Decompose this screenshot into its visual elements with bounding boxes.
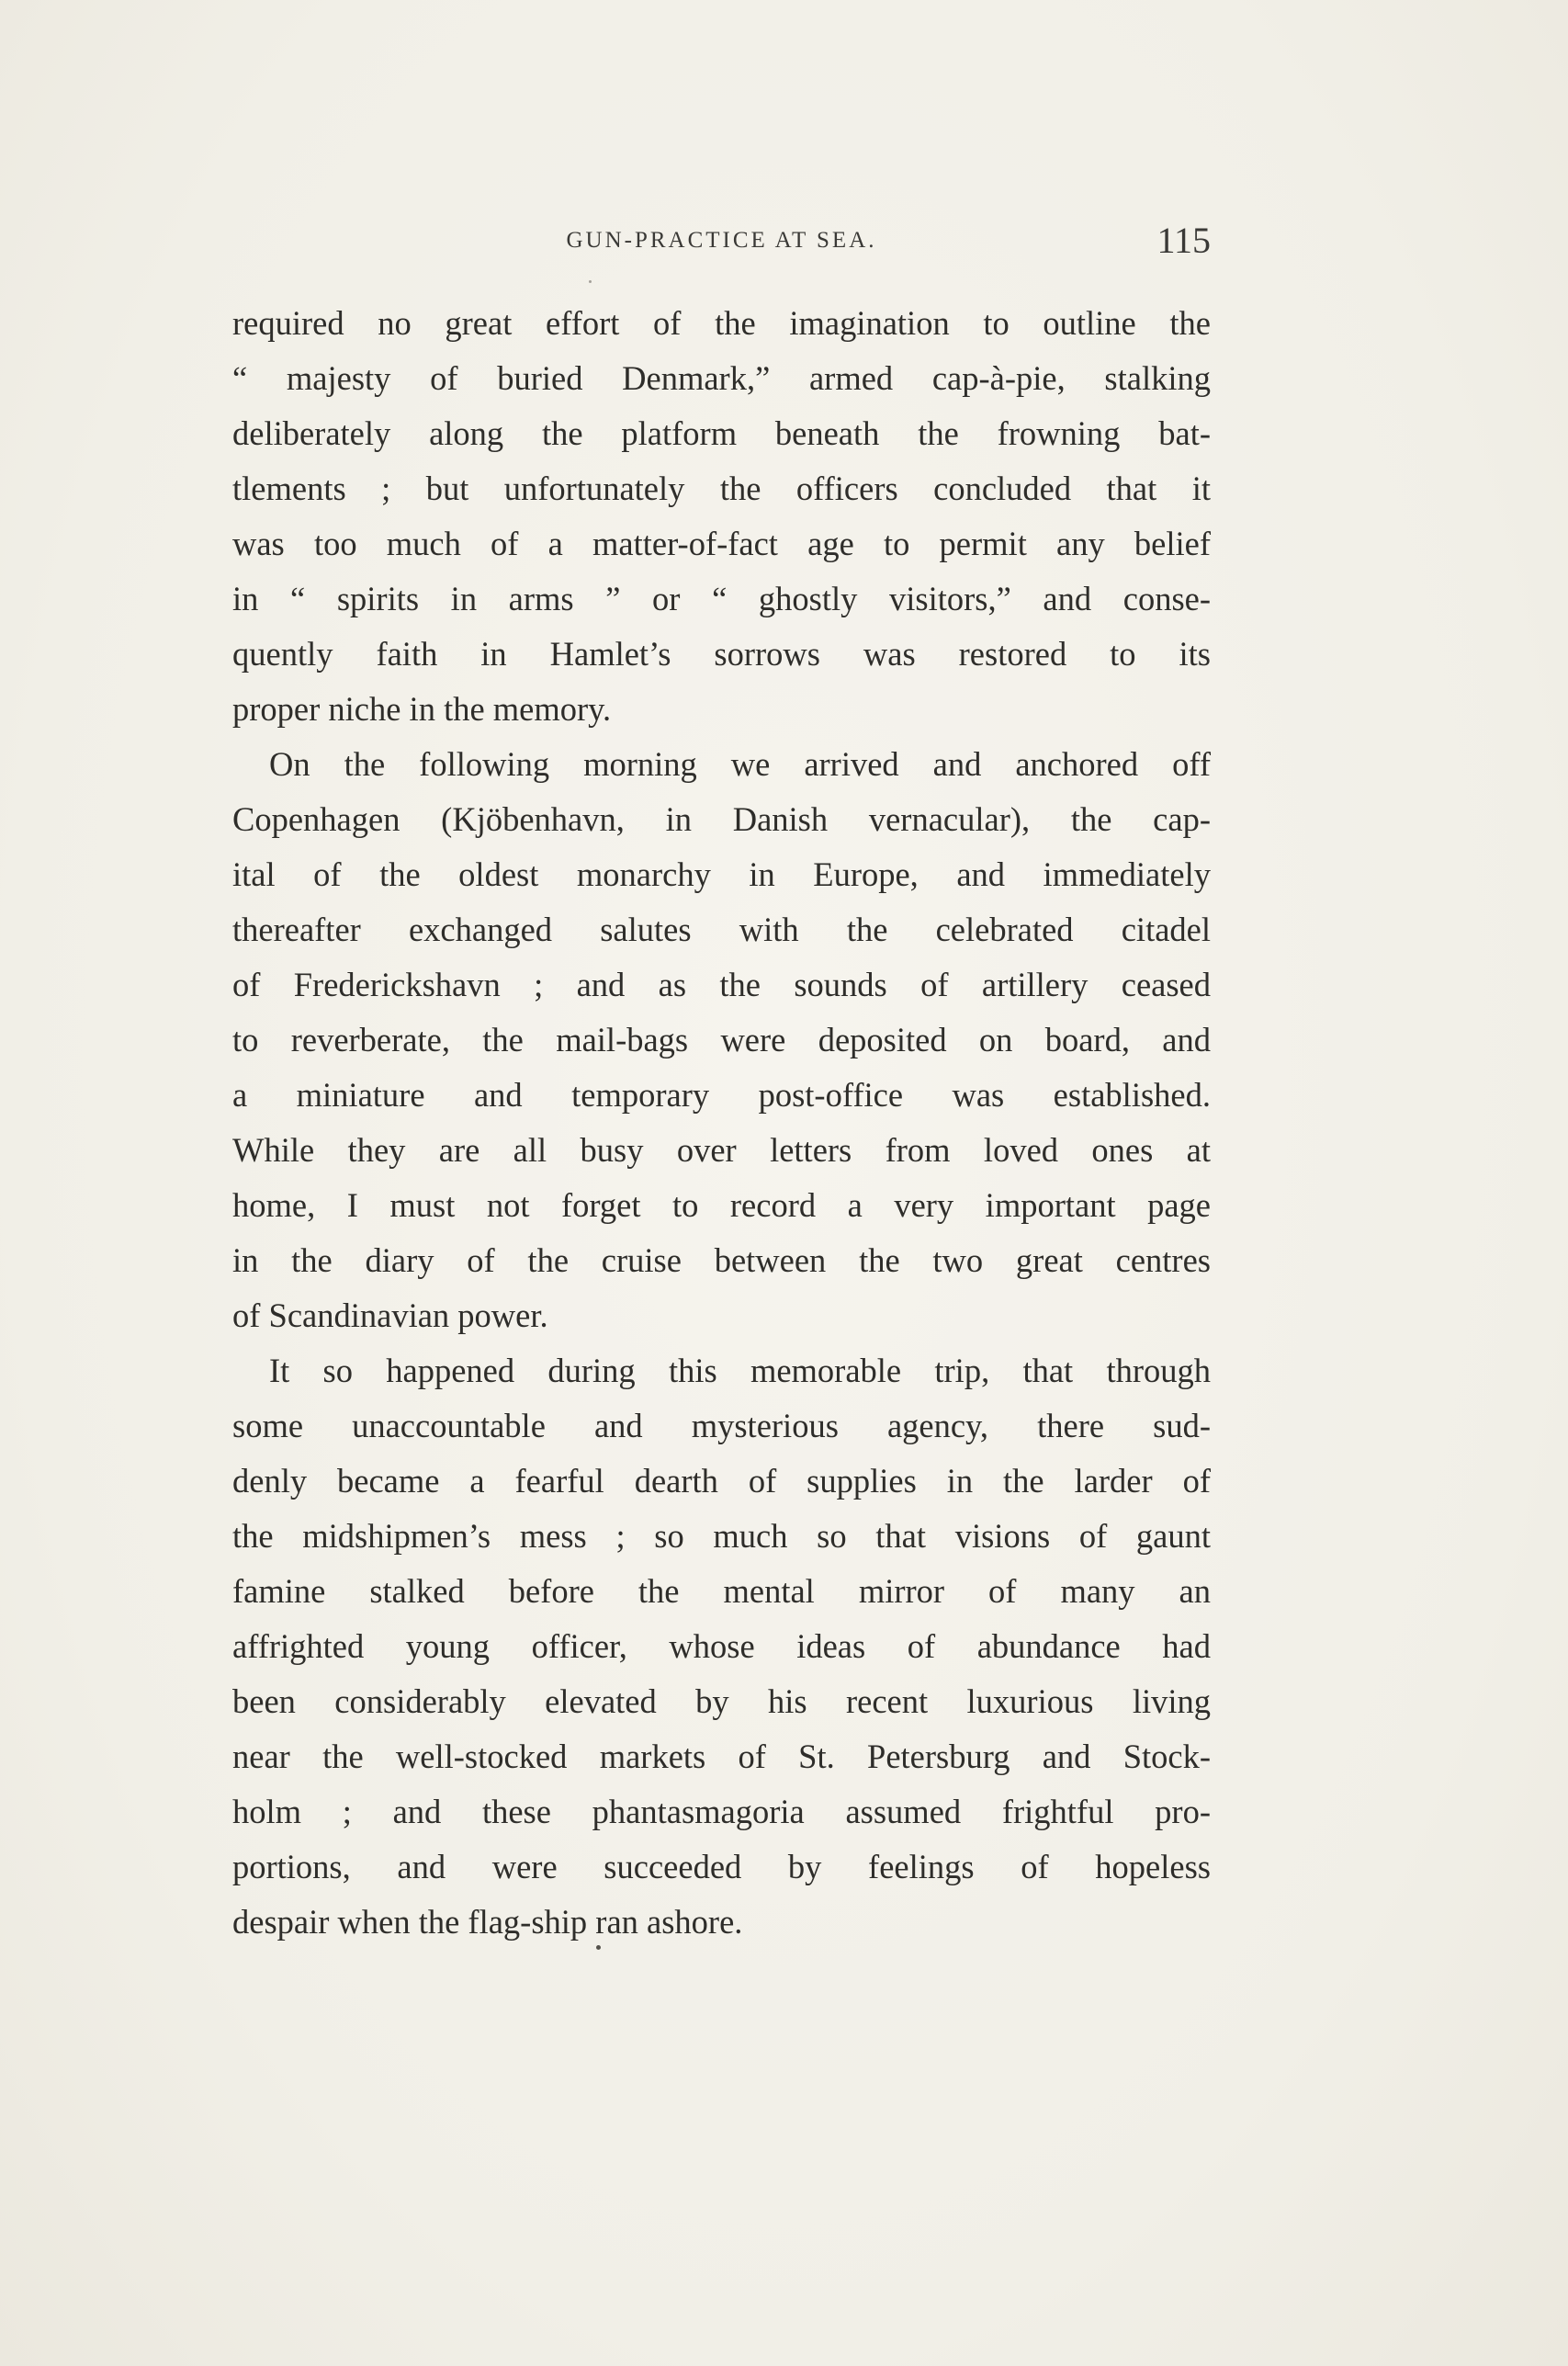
text-line: the midshipmen’s mess ; so much so that visions of gaunt <box>232 1517 1211 1555</box>
text-line: affrighted young officer, whose ideas of abundance had <box>232 1627 1211 1665</box>
text-line: in the diary of the cruise between the two great centres <box>232 1241 1211 1279</box>
text-line: denly became a fearful dearth of supplies in the larder of <box>232 1462 1211 1500</box>
text-line: It so happened during this memorable trip, that through <box>269 1352 1211 1389</box>
text-line: some unaccountable and mysterious agency, there sud- <box>232 1407 1211 1444</box>
text-line: was too much of a matter-of-fact age to permit any belief <box>232 525 1211 562</box>
text-line: home, I must not forget to record a very important page <box>232 1186 1211 1224</box>
text-line: proper niche in the memory. <box>232 690 612 728</box>
text-line: holm ; and these phantasmagoria assumed frightful pro- <box>232 1793 1211 1830</box>
text-line: On the following morning we arrived and anchored off <box>269 745 1211 783</box>
text-line: quently faith in Hamlet’s sorrows was restored to its <box>232 635 1211 673</box>
paragraph-2 <box>232 737 1211 1343</box>
text-line: of Scandinavian power. <box>232 1296 548 1334</box>
text-line: While they are all busy over letters from loved ones at <box>232 1131 1211 1169</box>
running-title: GUN-PRACTICE AT SEA. <box>566 228 877 253</box>
ink-speck <box>589 280 592 283</box>
text-line: ital of the oldest monarchy in Europe, and immediately <box>232 855 1211 893</box>
running-head <box>232 219 1211 274</box>
body-text <box>232 296 1211 1950</box>
text-line: “ majesty of buried Denmark,” armed cap-à-pie, stalking <box>232 359 1211 397</box>
text-line: required no great effort of the imagination to outline the <box>232 304 1211 342</box>
text-line: tlements ; but unfortunately the officers concluded that it <box>232 470 1211 507</box>
text-line: Copenhagen (Kjöbenhavn, in Danish vernacular), the cap- <box>232 800 1211 838</box>
text-line: in “ spirits in arms ” or “ ghostly visitors,” and conse- <box>232 580 1211 617</box>
text-line: thereafter exchanged salutes with the celebrated citadel <box>232 911 1211 948</box>
paragraph-1 <box>232 296 1211 737</box>
text-line: near the well-stocked markets of St. Petersburg and Stock- <box>232 1738 1211 1775</box>
text-line: to reverberate, the mail-bags were deposited on board, and <box>232 1021 1211 1058</box>
text-line: a miniature and temporary post-office was established. <box>232 1076 1211 1114</box>
ink-speck <box>596 1945 601 1950</box>
text-line: portions, and were succeeded by feelings of hopeless <box>232 1848 1211 1885</box>
text-line: famine stalked before the mental mirror of many an <box>232 1572 1211 1610</box>
text-line: of Frederickshavn ; and as the sounds of artillery ceased <box>232 966 1211 1003</box>
text-line: been considerably elevated by his recent luxurious living <box>232 1682 1211 1720</box>
text-line: despair when the flag-ship ran ashore. <box>232 1903 743 1941</box>
text-line: deliberately along the platform beneath the frowning bat- <box>232 414 1211 452</box>
paragraph-3 <box>232 1343 1211 1950</box>
page-number: 115 <box>1156 220 1211 261</box>
